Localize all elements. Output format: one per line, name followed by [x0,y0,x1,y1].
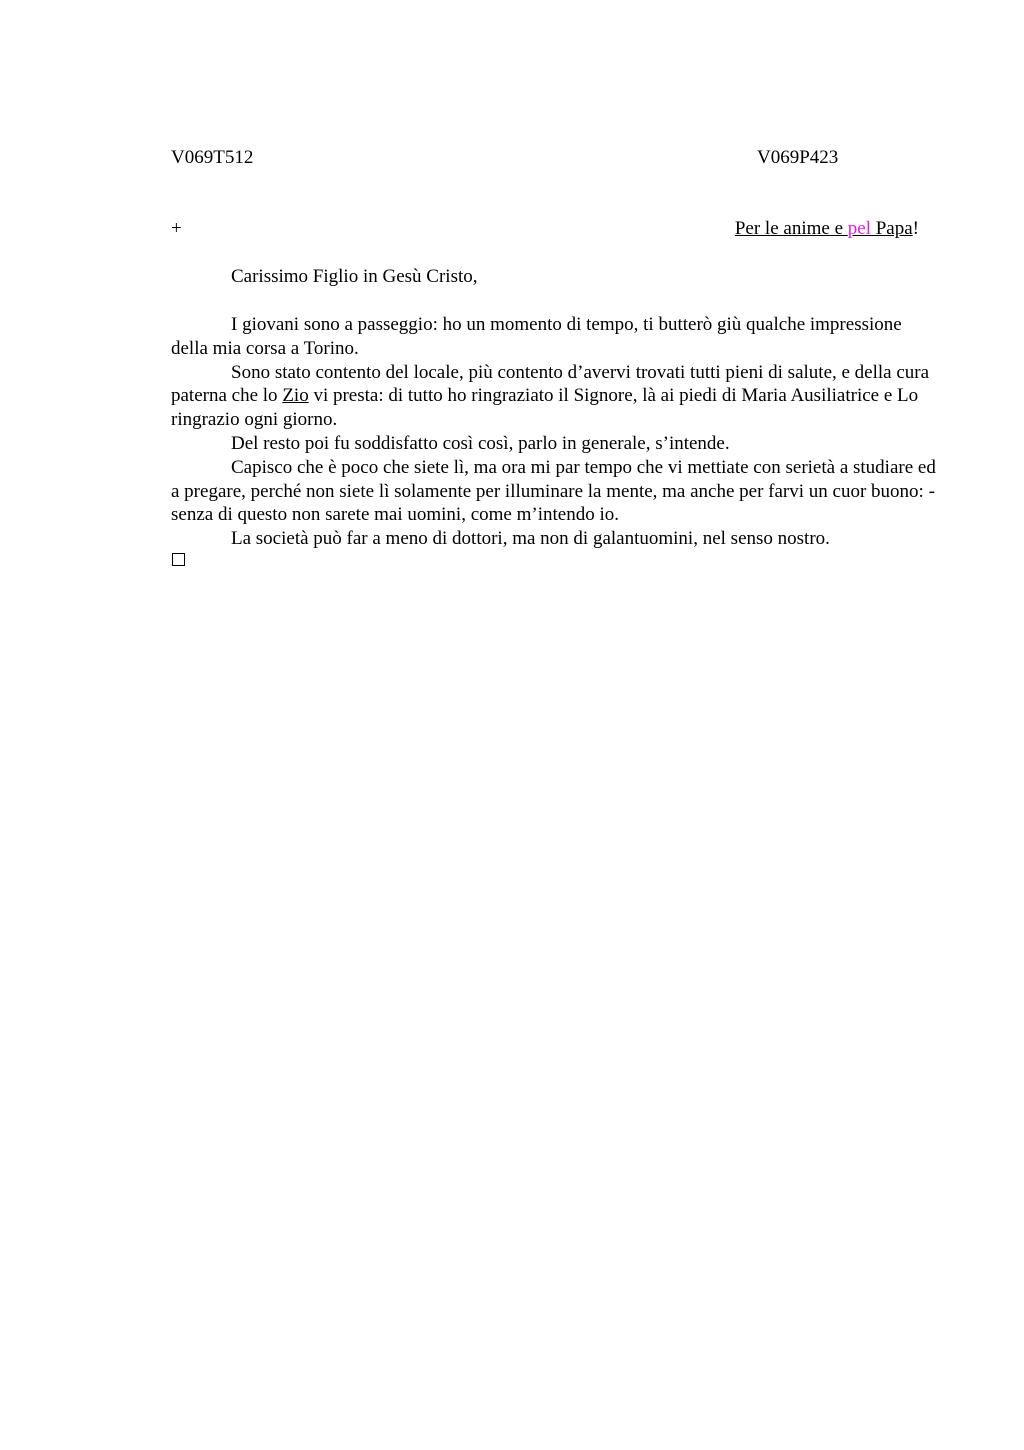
paragraph-2-underlined: Zio [282,385,309,407]
cross-symbol: + [171,218,182,239]
paragraph-2 [171,361,941,432]
motto-part2: Papa [870,218,913,239]
paragraph-3: Del resto poi fu soddisfatto così così, parlo in generale, s’intende. [231,432,730,454]
motto-highlight: pel [847,218,871,239]
paragraph-4: Capisco che è poco che siete lì, ma ora mi par tempo che vi mettiate con serietà a studiare ed a pregare, perché non siete lì solamente per illuminare la mente, ma anche per farvi un cuor buono: - senza di questo non sarete mai uomini, come m’intendo io. [171,456,936,526]
salutation: Carissimo Figlio in Gesù Cristo, [231,266,478,287]
motto-end: ! [912,218,919,239]
paragraph-2-before: Sono stato contento del locale, più contento d’avervi trovati tutti pieni di salute, e della cura paterna che lo [171,361,930,407]
document-code-right: V069P423 [757,147,839,168]
paragraph-2-after: vi presta: di tutto ho ringraziato il Signore, là ai piedi di Maria Ausiliatrice e Lo ringrazio ogni giorno. [171,385,919,431]
motto-part1: Per le anime e [734,218,848,239]
motto [735,217,919,241]
end-box-icon [172,553,185,566]
document-code-left: V069T512 [171,147,254,168]
letter-body [171,313,941,551]
paragraph-5: La società può far a meno di dottori, ma non di galantuomini, nel senso nostro. [231,528,830,550]
paragraph-1: I giovani sono a passeggio: ho un momento di tempo, ti butterò giù qualche impressione della mia corsa a Torino. [171,314,902,359]
